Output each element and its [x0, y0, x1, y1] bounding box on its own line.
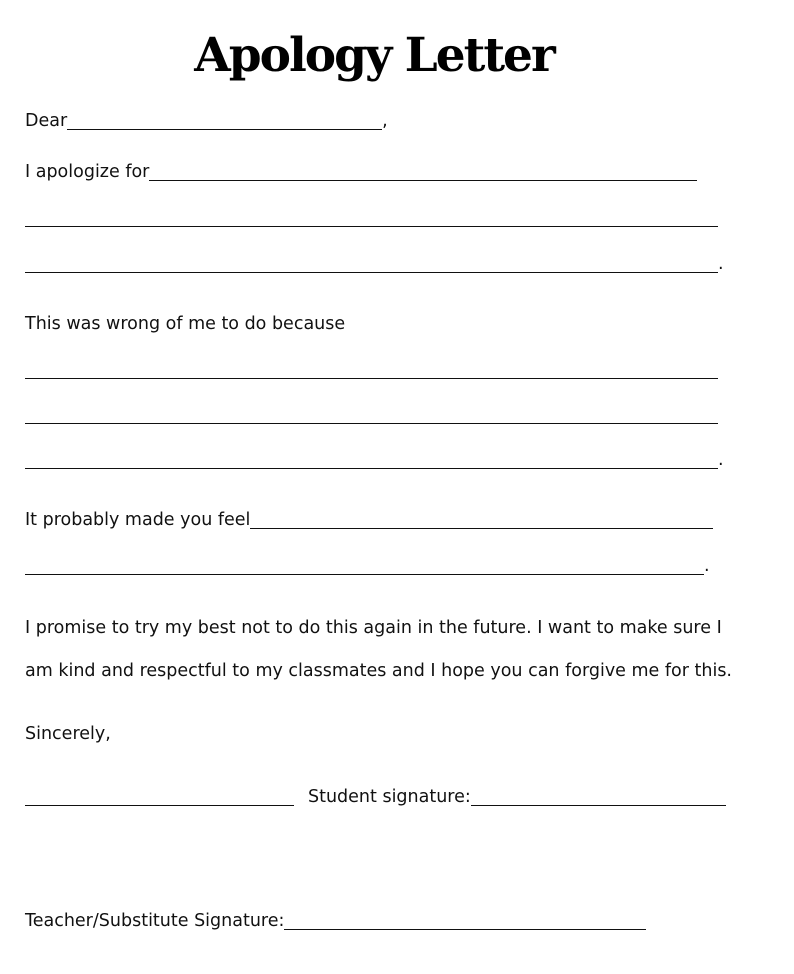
name-blank[interactable] [25, 787, 294, 806]
feel-line-2 [25, 555, 710, 577]
student-signature-blank[interactable] [471, 787, 726, 806]
wrong-line-2 [25, 404, 718, 426]
dear-label: Dear [25, 111, 68, 131]
dear-row [25, 110, 388, 132]
apologize-label: I apologize for [25, 162, 150, 182]
student-signature-label: Student signature: [308, 787, 471, 807]
promise-line-1: I promise to try my best not to do this again in the future. I want to make sure I [25, 618, 722, 638]
wrong-blank-3[interactable] [25, 450, 718, 469]
apologize-line-3 [25, 253, 724, 275]
teacher-signature-blank[interactable] [284, 911, 646, 930]
wrong-line-3 [25, 449, 724, 471]
wrong-blank-1[interactable] [25, 360, 718, 379]
feel-blank-1[interactable] [250, 510, 713, 529]
promise-line-2: am kind and respectful to my classmates and I hope you can forgive me for this. [25, 661, 732, 681]
feel-row [25, 509, 713, 531]
letter-title: Apology Letter [194, 28, 554, 83]
teacher-signature-label: Teacher/Substitute Signature: [25, 911, 285, 931]
wrong-label: This was wrong of me to do because [25, 314, 346, 334]
signature-row [25, 786, 726, 808]
dear-comma: , [382, 111, 388, 131]
closing-text: Sincerely, [25, 724, 111, 744]
feel-label: It probably made you feel [25, 510, 251, 530]
wrong-line-1 [25, 359, 718, 381]
recipient-name-blank[interactable] [67, 111, 382, 130]
apologize-row [25, 161, 697, 183]
teacher-signature-row [25, 910, 646, 932]
wrong-period: . [718, 450, 724, 470]
apologize-blank-2[interactable] [25, 208, 718, 227]
feel-blank-2[interactable] [25, 556, 704, 575]
feel-period: . [704, 556, 710, 576]
apologize-period: . [718, 254, 724, 274]
wrong-blank-2[interactable] [25, 405, 718, 424]
apologize-blank-3[interactable] [25, 254, 718, 273]
apologize-blank-1[interactable] [149, 162, 697, 181]
apologize-line-2 [25, 207, 718, 229]
